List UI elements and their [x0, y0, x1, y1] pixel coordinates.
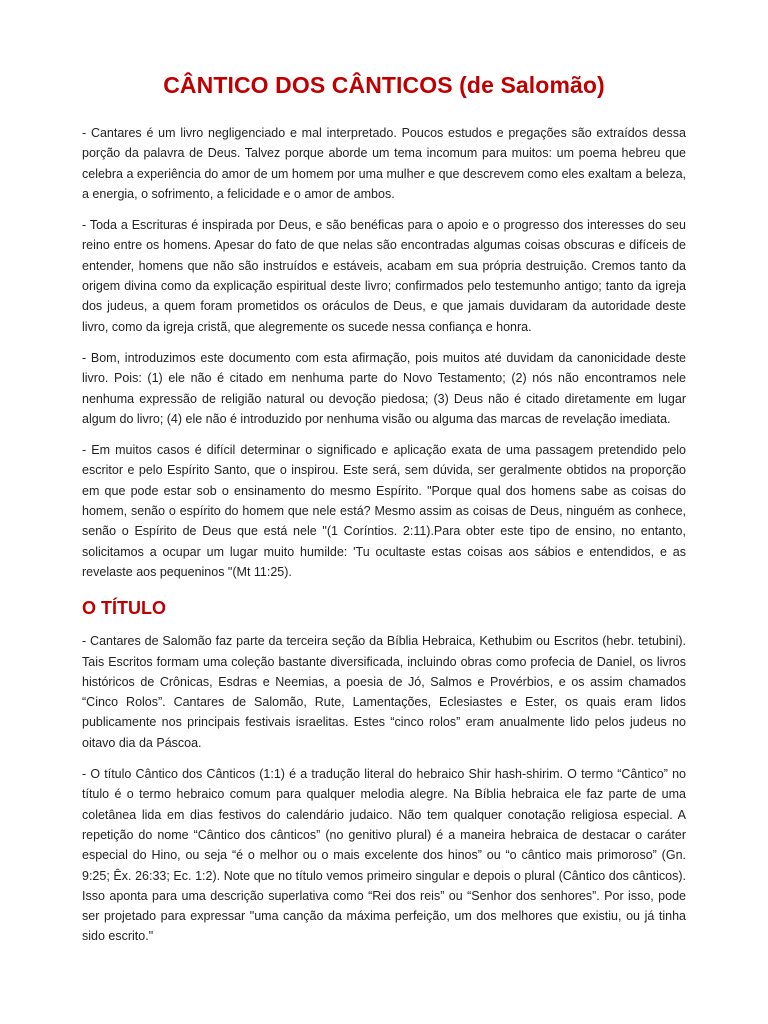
intro-paragraph-1: - Cantares é um livro negligenciado e mal interpretado. Poucos estudos e pregações são extraídos dessa porção da palavra de Deus. Talvez porque aborde um tema incomum para muitos: um poema hebreu que celebra a experiência do amor de um homem por uma mulher e que descrevem como eles exaltam a beleza, a energia, o sofrimento, a felicidade e o amor de ambos.	[82, 126, 686, 201]
intro-paragraph-2: - Toda a Escrituras é inspirada por Deus, e são benéficas para o apoio e o progresso dos interesses do seu reino entre os homens. Apesar do fato de que nelas são encontradas algumas coisas obscuras e difíceis de entender, homens que não são instruídos e estáveis, acabam em sua própria destruição. Cremos tanto da origem divina como da explicação espiritual deste livro; confirmados pelo testemunho antigo; tanto da igreja dos judeus, a quem foram prometidos os oráculos de Deus, e que jamais duvidaram da autoridade deste livro, como da igreja cristã, que alegremente os sucede nessa confiança e honra.	[82, 218, 686, 334]
title-section-paragraph-2: - O título Cântico dos Cânticos (1:1) é a tradução literal do hebraico Shir hash-shirim. O termo “Cântico” no título é o termo hebraico comum para qualquer melodia alegre. Na Bíblia hebraica ele faz parte de uma coletânea lida em dias festivos do calendário judaico. Não tem qualquer conotação religiosa especial. A repetição do nome “Cântico dos cânticos” (no genitivo plural) é a maneira hebraica de destacar o caráter especial do Hino, ou seja “é o melhor ou o mais excelente dos hinos” ou “o cântico mais primoroso” (Gn. 9:25; Êx. 26:33; Ec. 1:2). Note que no título vemos primeiro singular e depois o plural (Cântico dos cânticos). Isso aponta para uma descrição superlativa como “Rei dos reis” ou “Senhor dos senhores”. Por isso, pode ser projetado para expressar "uma canção da máxima perfeição, um dos melhores que existiu, ou já tinha sido escrito."	[82, 767, 686, 944]
intro-paragraph-3: - Bom, introduzimos este documento com esta afirmação, pois muitos até duvidam da canonicidade deste livro. Pois: (1) ele não é citado em nenhuma parte do Novo Testamento; (2) nós não encontramos nele nenhuma expressão de religião natural ou devoção piedosa; (3) Deus não é citado diretamente em lugar algum do livro; (4) ele não é introduzido por nenhuma visão ou alguma das marcas de revelação imediata.	[82, 350, 686, 426]
document-title: CÂNTICO DOS CÂNTICOS (de Salomão)	[163, 72, 605, 98]
intro-paragraph-4: - Em muitos casos é difícil determinar o significado e aplicação exata de uma passagem pretendido pelo escritor e pelo Espírito Santo, que o inspirou. Este será, sem dúvida, ser geralmente obtidos na proporção em que pode estar sob o ensinamento do mesmo Espírito. "Porque qual dos homens sabe as coisas do homem, senão o espírito do homem que nele está? Mesmo assim as coisas de Deus, ninguém as conhece, senão o Espírito de Deus que está nele "(1 Coríntios. 2:11).Para obter este tipo de ensino, no entanto, solicitamos a ocupar um lugar muito humilde: 'Tu ocultaste estas coisas aos sábios e entendidos, e as revelaste aos pequeninos "(Mt 11:25).	[82, 443, 686, 579]
section-heading-title: O TÍTULO	[82, 598, 166, 619]
title-section-paragraph-1: - Cantares de Salomão faz parte da terceira seção da Bíblia Hebraica, Kethubim ou Escritos (hebr. tetubini). Tais Escritos formam uma coleção bastante diversificada, incluindo obras como profecia de Daniel, os livros históricos de Crônicas, Esdras e Neemias, a poesia de Jó, Salmos e Provérbios, e os assim chamados “Cinco Rolos”. Cantares de Salomão, Rute, Lamentações, Eclesiastes e Ester, os quais eram lidos publicamente nos principais festivais israelitas. Estes “cinco rolos” eram anualmente lido pelos judeus no oitavo dia da Páscoa.	[82, 634, 686, 750]
